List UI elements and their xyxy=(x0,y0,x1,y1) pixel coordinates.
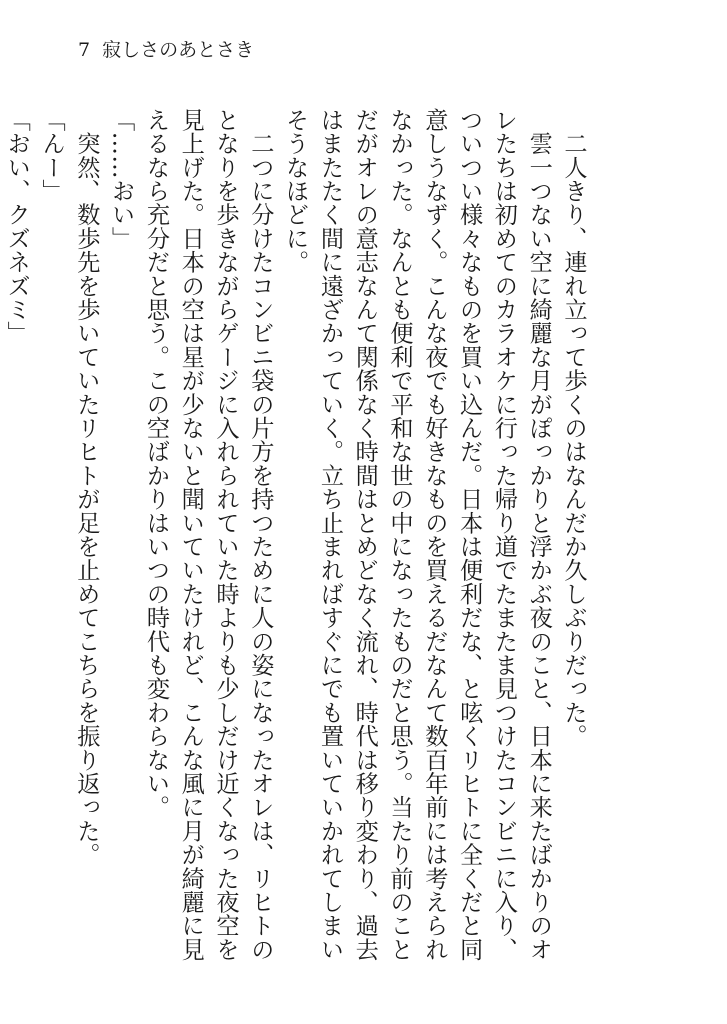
dialogue-line-2: 「んー」 xyxy=(38,108,66,203)
running-header xyxy=(78,38,254,62)
paragraph-2: 雲一つない空に綺麗な月がぽっかりと浮かぶ夜のこと、日本に来たばかりのオレたちは初めてのカラオケに行った帰り道でたまたま見つけたコンビニに入り、ついつい様々なものを買い込んだ。日本は便利だな、と呟くリヒトに全くだと同意しうなずく。こんな夜でも好きなものを買えるだなんて数百年前には考えられなかった。なんとも便利で平和な世の中になったものだと思う。当たり前のことだがオレの意志なんて関係なく時間はとめどなく流れ、時代は移り変わり、過去はまたたく間に遠ざかっていく。立ち止まればすぐにでも置いていかれてしまいそうなほどに。 xyxy=(281,108,553,962)
page-number: 7 xyxy=(78,39,91,61)
paragraph-1: 二人きり、連れ立って歩くのはなんだか久しぶりだった。 xyxy=(560,108,587,748)
dialogue-line-1: 「……おい」 xyxy=(107,108,135,251)
dialogue-line-3: 「おい、クズネズミ」 xyxy=(3,108,31,345)
paragraph-3: 二つに分けたコンビニ袋の片方を持つために人の姿になったオレは、リヒトのとなりを歩きながらゲージに入れられていた時よりも少しだけ近くなった夜空を見上げた。日本の空は星が少ないと聞いていたけれど、こんな風に月が綺麗に見えるなら充分だと思う。この空ばかりはいつの時代も変わらない。 xyxy=(142,108,274,962)
paragraph-4: 突然、数歩先を歩いていたリヒトが足を止めてこちらを振り返った。 xyxy=(72,108,100,867)
vertical-body-text xyxy=(3,108,590,968)
chapter-title: 寂しさのあとさき xyxy=(102,39,255,61)
